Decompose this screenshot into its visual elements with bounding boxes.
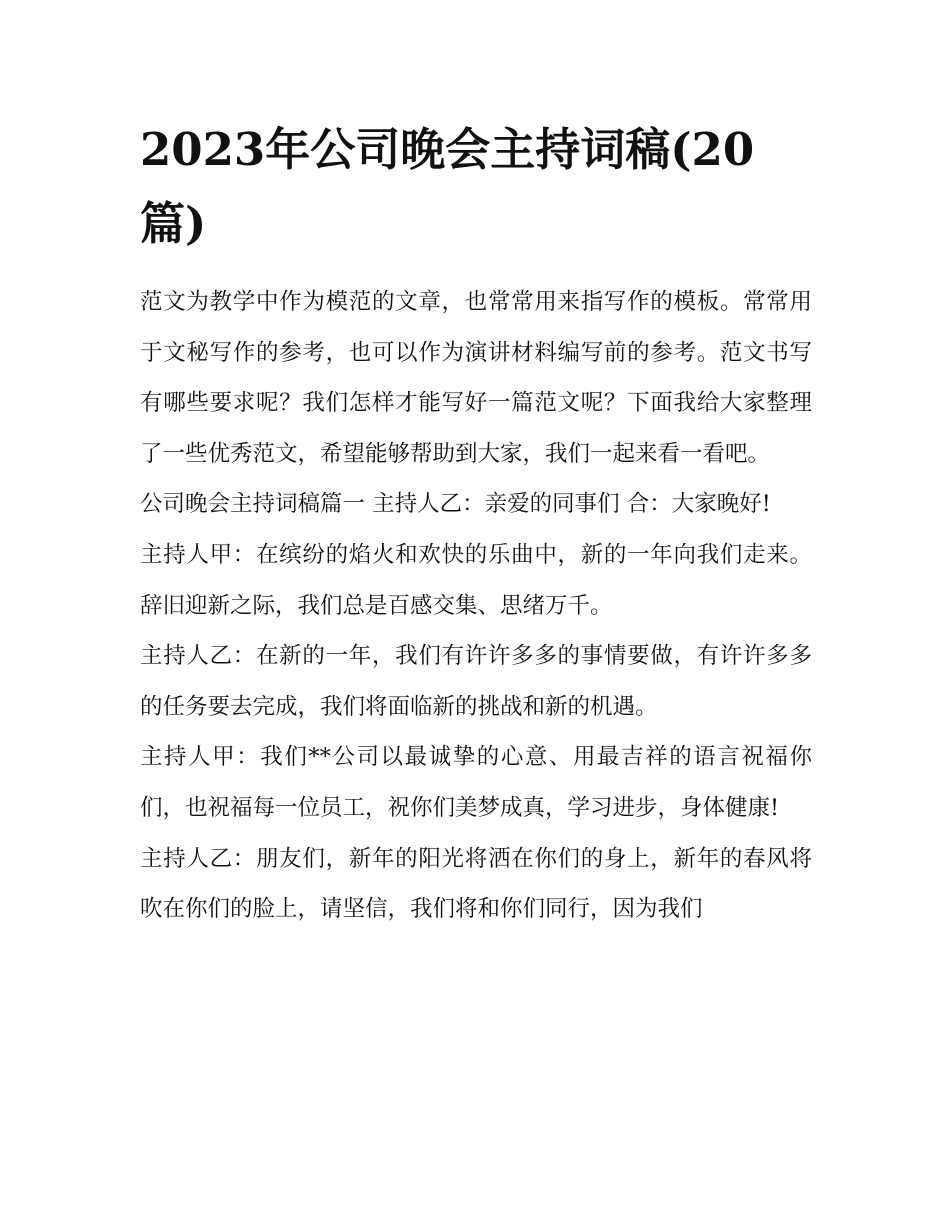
paragraph-intro: 范文为教学中作为模范的文章，也常常用来指写作的模板。常常用于文秘写作的参考，也可以作为演讲材料编写前的参考。范文书写有哪些要求呢？我们怎样才能写好一篇范文呢？下面我给大家整理了一些优秀范文，希望能够帮助到大家，我们一起来看一看吧。 xyxy=(140,289,812,467)
paragraph-host-a-1: 主持人甲：在缤纷的焰火和欢快的乐曲中，新的一年向我们走来。辞旧迎新之际，我们总是百感交集、思绪万千。 xyxy=(140,541,812,619)
paragraph-host-b-3: 主持人乙：朋友们，新年的阳光将洒在你们的身上，新年的春风将吹在你们的脸上，请坚信，我们将和你们同行，因为我们 xyxy=(140,845,812,923)
document-title: 2023年公司晚会主持词稿(20篇) xyxy=(140,123,755,250)
paragraph-host-b-1: 公司晚会主持词稿篇一 主持人乙：亲爱的同事们 合：大家晚好! xyxy=(140,491,771,518)
paragraph-host-b-2: 主持人乙：在新的一年，我们有许许多多的事情要做，有许许多多的任务要去完成，我们将面临新的挑战和新的机遇。 xyxy=(140,643,812,720)
document-body xyxy=(140,113,812,935)
paragraph-host-a-2: 主持人甲：我们**公司以最诚挚的心意、用最吉祥的语言祝福你们，也祝福每一位员工，祝你们美梦成真，学习进步，身体健康! xyxy=(140,744,812,821)
